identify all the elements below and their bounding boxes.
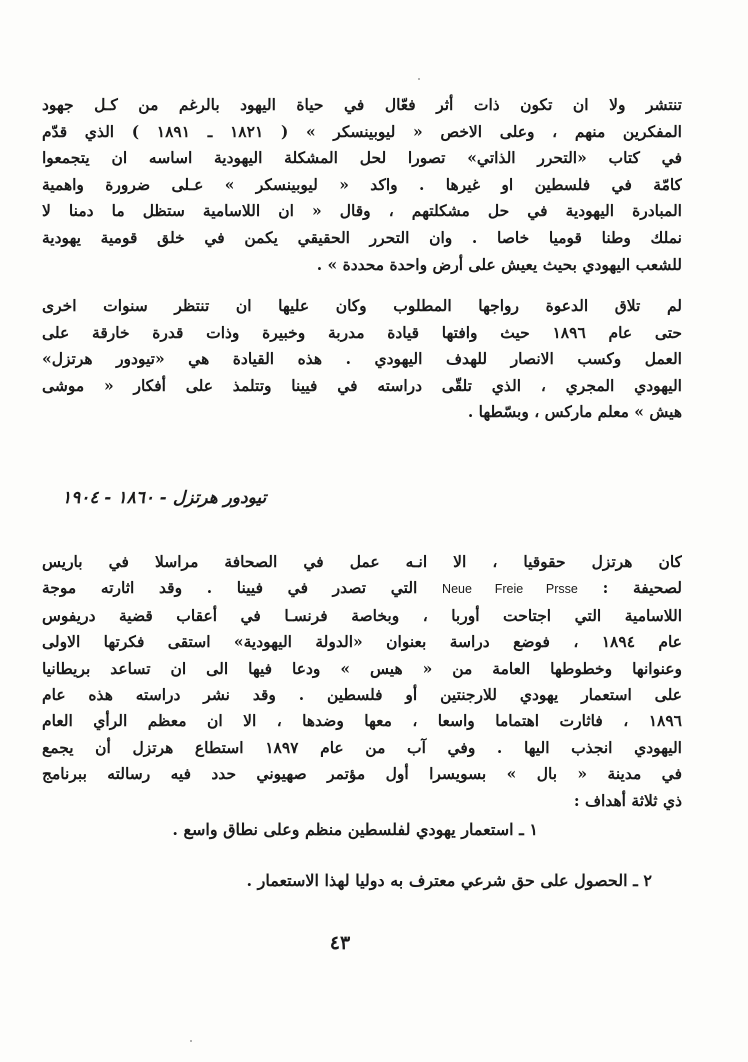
text-line: وعنوانها وخطوطها العامة من « هيس » ودعا فيها الى ان تساعد بريطانيا [42, 658, 682, 678]
text-line: اللاسامية التي اجتاحت أوربا ، وبخاصة فرنسـا في أعقاب قضية دريفوس [42, 605, 682, 625]
text-line-with-latin [42, 575, 682, 602]
text-line: كامّة في فلسطين او غيرها . واكد « ليوبينسكر » عـلى ضرورة واهمية [42, 174, 682, 194]
text-line: للشعب اليهودي بحيث يعيش على أرض واحدة محددة » . [316, 254, 682, 274]
text-line: ١٨٩٦ ، فاثارت اهتماما واسعا ، معها وضدها ، الا ان معظم الرأي العام [42, 711, 682, 731]
text-line: عام ١٨٩٤ ، فوضع دراسة بعنوان «الدولة اليهودية» استقى فكرتها الاولى [42, 632, 682, 652]
text-line: نملك وطنا قوميا خاصا . وان التحرر الحقيقي يكمن في خلق قومية يهودية [42, 227, 682, 247]
text-fragment: التي تصدر في فيينا . وقد اثارته موجة [42, 578, 418, 598]
page-number: ٤٣ [329, 932, 351, 954]
text-line: في كتاب «التحرر الذاتي» تصورا لحل المشكلة اليهودية اساسه ان يتجمعوا [42, 148, 682, 168]
newspaper-name: Neue Freie Prsse [442, 582, 578, 597]
speck [418, 78, 420, 80]
text-line: العمل وكسب الانصار للهدف اليهودي . هذه القيادة هي «تيودور هرتزل» [42, 349, 682, 368]
text-line: حتى عام ١٨٩٦ حيث وافتها قيادة مدربة وخبيرة وذات قدرة خارقة على [42, 322, 682, 342]
goal-item-2: ٢ ـ الحصول على حق شرعي معترف به دوليا لهذا الاستعمار . [246, 871, 652, 890]
text-line: اليهودي انجذب اليها . وفي آب من عام ١٨٩٧ استطاع هرتزل أن يجمع [42, 737, 682, 757]
text-line: المفكرين منهم ، وعلى الاخص « ليوبينسكر » ( ١٨٢١ ـ ١٨٩١ ) الذي قدّم [42, 121, 682, 141]
paragraph-herzl-biography [42, 549, 682, 814]
goal-item-1: ١ ـ استعمار يهودي لفلسطين منظم وعلى نطاق واسع . [172, 820, 538, 839]
text-line: المبادرة اليهودية في حل مشكلتهم ، وقال « ان اللاسامية ستظل ما دمنا لا [42, 201, 682, 221]
paragraph-pinsker [42, 92, 682, 278]
text-line: في مدينة « بال » بسويسرا أول مؤتمر صهيوني حدد فيه رسالته ببرنامج [42, 764, 682, 784]
text-line: ذي ثلاثة أهداف : [573, 790, 682, 810]
text-line: كان هرتزل حقوقيا ، الا انـه عمل في الصحافة مراسلا في باريس [42, 552, 682, 571]
text-fragment: لصحيفة : [602, 578, 682, 598]
speck [190, 1040, 192, 1042]
text-line: هيش » معلم ماركس ، وبسّطها . [467, 402, 682, 421]
text-line: تنتشر ولا ان تكون ذات أثر فعّال في حياة اليهود بالرغم من كـل جهود [42, 95, 682, 114]
paragraph-herzl-intro [42, 293, 682, 426]
section-heading: تيودور هرتزل - ١٨٦٠ - ١٩٠٤ [62, 488, 267, 508]
text-line: لم تلاق الدعوة رواجها المطلوب وكان عليها ان تنتظر سنوات اخرى [42, 296, 682, 315]
text-line: اليهودي المجري ، الذي تلقّى دراسته في فيينا وتتلمذ على أفكار « موشى [42, 375, 682, 395]
text-line: على استعمار يهودي للارجنتين أو فلسطين . وقد نشر دراسته هذه عام [42, 685, 682, 705]
